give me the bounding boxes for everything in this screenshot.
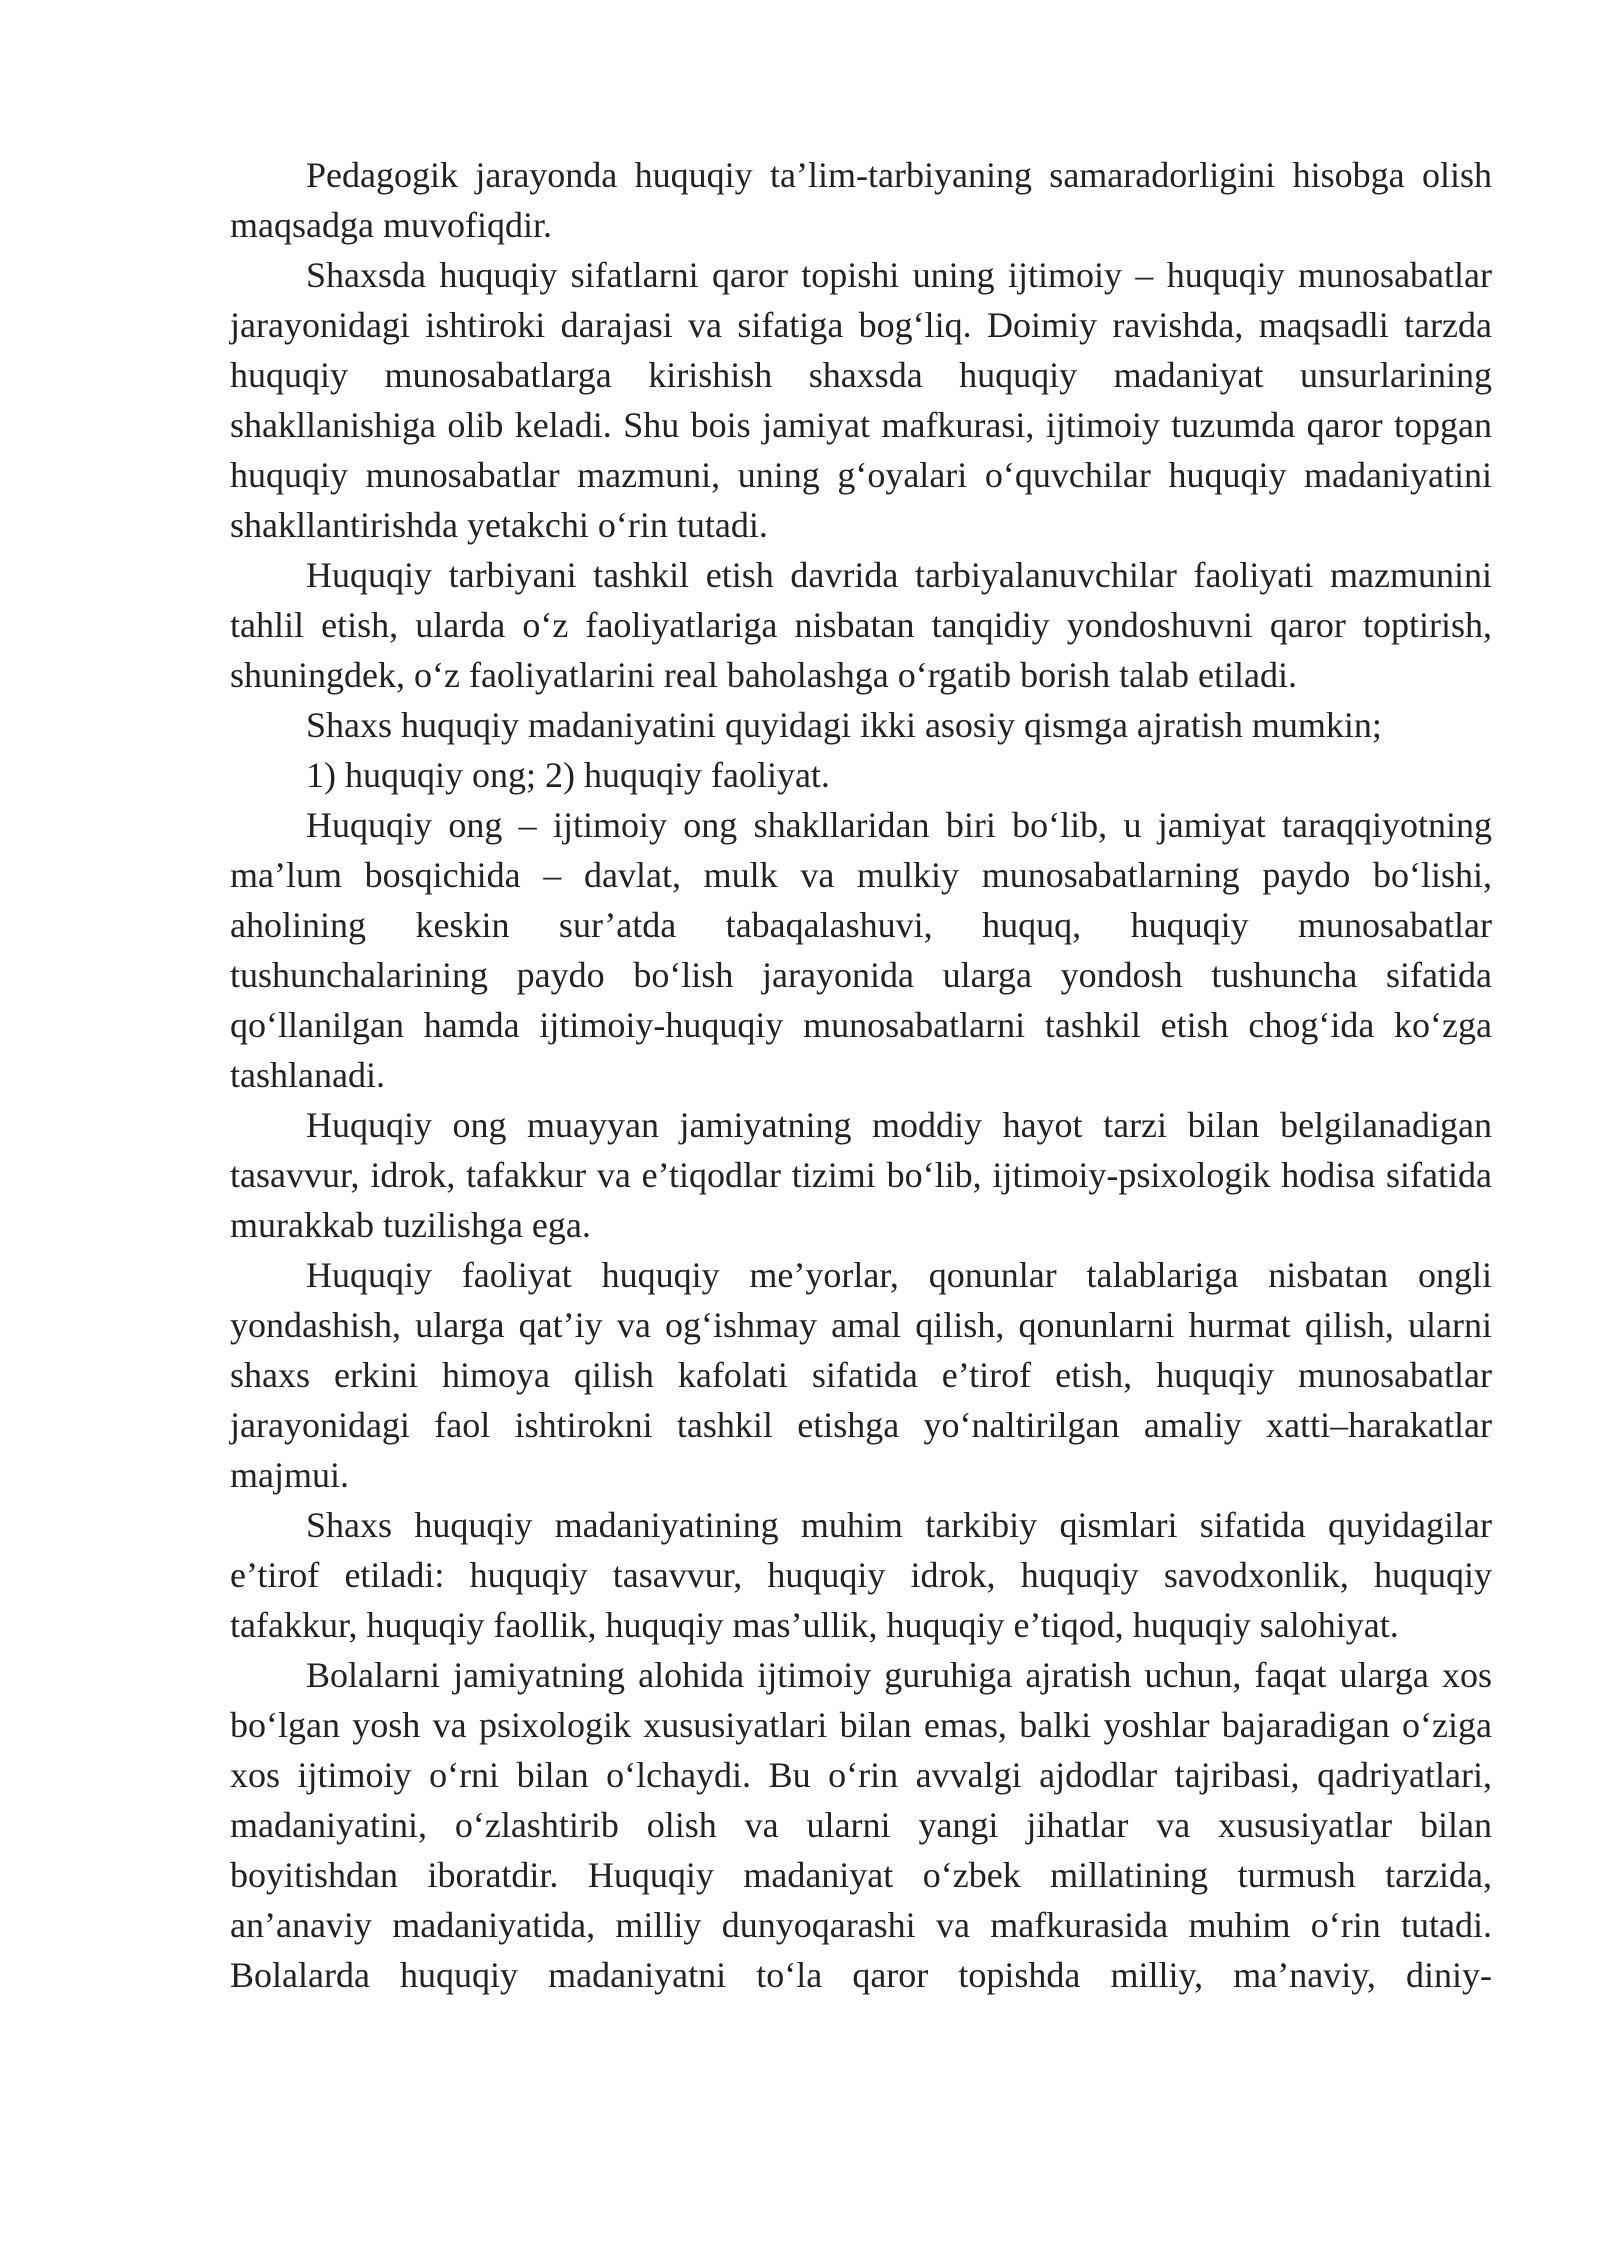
paragraph: Shaxs huquqiy madaniyatini quyidagi ikki asosiy qismga ajratish mumkin; xyxy=(306,705,1382,745)
paragraph: Huquqiy tarbiyani tashkil etish davrida tarbiyalanuvchilar faoliyati mazmunini tahlil etish, ularda o‘z faoliyatlariga nisbatan tanqidiy yondoshuvni qaror toptirish, shuningdek, o‘z faoliyatlarini real baholashga o‘rgatib borish talab etiladi. xyxy=(230,555,1492,695)
paragraph: Bolalarni jamiyatning alohida ijtimoiy guruhiga ajratish uchun, faqat ularga xos bo‘lgan yosh va psixologik xususiyatlari bilan emas, balki yoshlar bajaradigan o‘ziga xos ijtimoiy o‘rni bilan o‘lchaydi. Bu o‘rin avvalgi ajdodlar tajribasi, qadriyatlari, madaniyatini, o‘zlashtirib olish va ularni yangi jihatlar va xususiyatlar bilan boyitishdan iboratdir. Huquqiy madaniyat o‘zbek millatining turmush tarzida, an’anaviy madaniyatida, milliy dunyoqarashi va mafkurasida muhim o‘rin tutadi. Bolalarda huquqiy madaniyatni to‘la qaror topishda milliy, ma’naviy, diniy- xyxy=(230,1655,1492,1995)
paragraph: Huquqiy faoliyat huquqiy me’yorlar, qonunlar talablariga nisbatan ongli yondashish, ularga qat’iy va og‘ishmay amal qilish, qonunlarni hurmat qilish, ularni shaxs erkini himoya qilish kafolati sifatida e’tirof etish, huquqiy munosabatlar jarayonidagi faol ishtirokni tashkil etishga yo‘naltirilgan amaliy xatti–harakatlar majmui. xyxy=(230,1255,1492,1495)
paragraph: Pedagogik jarayonda huquqiy ta’lim-tarbiyaning samaradorligini hisobga olish maqsadga muvofiqdir. xyxy=(230,155,1492,245)
paragraph: Huquqiy ong – ijtimoiy ong shakllaridan biri bo‘lib, u jamiyat taraqqiyotning ma’lum bosqichida – davlat, mulk va mulkiy munosabatlarning paydo bo‘lishi, aholining keskin sur’atda tabaqalashuvi, huquq, huquqiy munosabatlar tushunchalarining paydo bo‘lish jarayonida ularga yondosh tushuncha sifatida qo‘llanilgan hamda ijtimoiy-huquqiy munosabatlarni tashkil etish chog‘ida ko‘zga tashlanadi. xyxy=(230,805,1492,1095)
list-paragraph: 1) huquqiy ong; 2) huquqiy faoliyat. xyxy=(306,755,830,795)
paragraph: Shaxs huquqiy madaniyatining muhim tarkibiy qismlari sifatida quyidagilar e’tirof etiladi: huquqiy tasavvur, huquqiy idrok, huquqiy savodxonlik, huquqiy tafakkur, huquqiy faollik, huquqiy mas’ullik, huquqiy e’tiqod, huquqiy salohiyat. xyxy=(230,1505,1492,1645)
paragraph: Shaxsda huquqiy sifatlarni qaror topishi uning ijtimoiy – huquqiy munosabatlar jarayonidagi ishtiroki darajasi va sifatiga bog‘liq. Doimiy ravishda, maqsadli tarzda huquqiy munosabatlarga kirishish shaxsda huquqiy madaniyat unsurlarining shakllanishiga olib keladi. Shu bois jamiyat mafkurasi, ijtimoiy tuzumda qaror topgan huquqiy munosabatlar mazmuni, uning g‘oyalari o‘quvchilar huquqiy madaniyatini shakllantirishda yetakchi o‘rin tutadi. xyxy=(230,255,1492,545)
paragraph: Huquqiy ong muayyan jamiyatning moddiy hayot tarzi bilan belgilanadigan tasavvur, idrok, tafakkur va e’tiqodlar tizimi bo‘lib, ijtimoiy-psixologik hodisa sifatida murakkab tuzilishga ega. xyxy=(230,1105,1492,1245)
document-body xyxy=(230,150,1492,2000)
